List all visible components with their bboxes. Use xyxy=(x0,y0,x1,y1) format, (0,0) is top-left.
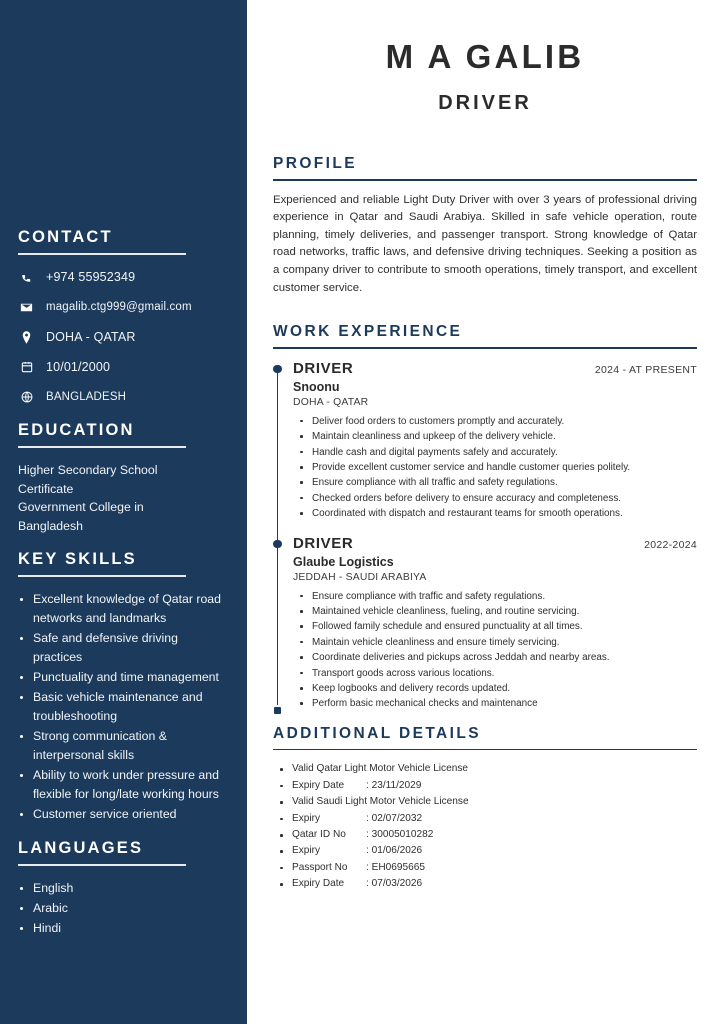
list-item: English xyxy=(18,879,229,898)
list-item: Ability to work under pressure and flexible for long/late working hours xyxy=(18,766,229,804)
list-item: Ensure compliance with all traffic and safety regulations. xyxy=(293,475,697,490)
sidebar xyxy=(0,0,247,1024)
detail-value: : 01/06/2026 xyxy=(366,845,423,857)
job-bullets xyxy=(293,414,697,522)
birthdate-value: 10/01/2000 xyxy=(46,360,111,374)
additional-details-divider xyxy=(273,749,697,751)
list-item: Excellent knowledge of Qatar road networks and landmarks xyxy=(18,590,229,628)
job-bullets xyxy=(293,589,697,712)
list-item xyxy=(273,843,697,859)
languages-heading: LANGUAGES xyxy=(18,839,144,857)
main-content xyxy=(247,0,725,1024)
list-item: Provide excellent customer service and handle customer queries politely. xyxy=(293,460,697,475)
list-item: Safe and defensive driving practices xyxy=(18,629,229,667)
job-header xyxy=(293,535,697,552)
phone-icon xyxy=(18,270,35,285)
contact-section xyxy=(18,228,229,406)
work-experience-heading: WORK EXPERIENCE xyxy=(273,323,463,341)
list-item: Basic vehicle maintenance and troubleshooting xyxy=(18,688,229,726)
location-pin-icon xyxy=(18,330,35,345)
job-location: DOHA - QATAR xyxy=(293,396,369,408)
nationality-value: BANGLADESH xyxy=(46,391,127,403)
work-experience-section xyxy=(273,323,697,712)
detail-label: Passport No xyxy=(292,861,348,873)
profile-heading: PROFILE xyxy=(273,155,357,172)
education-divider xyxy=(18,446,186,448)
detail-label: Valid Saudi Light Motor Vehicle License xyxy=(292,796,469,808)
detail-label: Expiry Date xyxy=(292,878,345,890)
key-skills-heading: KEY SKILLS xyxy=(18,550,137,568)
calendar-icon xyxy=(18,360,35,374)
job-role-subtitle: DRIVER xyxy=(438,92,532,114)
contact-item-phone xyxy=(18,268,229,286)
list-item: Strong communication & interpersonal skills xyxy=(18,727,229,765)
education-line-2: Certificate xyxy=(18,481,74,496)
list-item: Keep logbooks and delivery records updated. xyxy=(293,681,697,696)
key-skills-section xyxy=(18,550,229,824)
timeline-line xyxy=(277,369,279,705)
list-item: Followed family schedule and ensured punctuality at all times. xyxy=(293,619,697,634)
list-item xyxy=(273,761,697,777)
list-item xyxy=(273,778,697,794)
envelope-icon xyxy=(18,300,35,315)
list-item xyxy=(273,876,697,892)
contact-item-nationality xyxy=(18,388,229,406)
contact-item-location xyxy=(18,328,229,346)
timeline-dot-icon xyxy=(273,540,282,549)
list-item: Customer service oriented xyxy=(18,805,229,824)
list-item: Coordinated with dispatch and restaurant teams for smooth operations. xyxy=(293,506,697,521)
list-item: Coordinate deliveries and pickups across Jeddah and nearby areas. xyxy=(293,650,697,665)
detail-label: Expiry Date xyxy=(292,779,345,791)
list-item xyxy=(273,794,697,810)
list-item: Perform basic mechanical checks and maintenance xyxy=(293,696,697,711)
key-skills-divider xyxy=(18,575,186,577)
timeline-end-marker-icon xyxy=(274,707,281,714)
list-item: Maintained vehicle cleanliness, fueling, and routine servicing. xyxy=(293,604,697,619)
list-item xyxy=(273,811,697,827)
detail-value: : 23/11/2029 xyxy=(366,779,422,791)
work-timeline xyxy=(273,360,697,712)
job-entry-2 xyxy=(293,535,697,712)
list-item: Punctuality and time management xyxy=(18,668,229,687)
list-item: Ensure compliance with traffic and safety regulations. xyxy=(293,589,697,604)
list-item xyxy=(273,827,697,843)
list-item: Hindi xyxy=(18,919,229,938)
job-title: DRIVER xyxy=(293,359,354,377)
email-value: magalib.ctg999@gmail.com xyxy=(46,301,192,313)
key-skills-list xyxy=(18,590,229,824)
page-title: M A GALIB xyxy=(385,38,585,75)
contact-list xyxy=(18,268,229,406)
contact-divider xyxy=(18,253,186,255)
contact-item-email xyxy=(18,298,229,316)
location-value: DOHA - QATAR xyxy=(46,330,136,344)
contact-heading: CONTACT xyxy=(18,228,113,246)
additional-details-section xyxy=(273,725,697,893)
additional-details-list xyxy=(273,761,697,892)
profile-divider xyxy=(273,179,697,181)
work-experience-divider xyxy=(273,347,697,349)
languages-divider xyxy=(18,864,186,866)
globe-icon xyxy=(18,390,35,404)
job-location: JEDDAH - SAUDI ARABIYA xyxy=(293,571,427,583)
detail-value: : 02/07/2032 xyxy=(366,812,423,824)
list-item: Maintain vehicle cleanliness and ensure timely servicing. xyxy=(293,635,697,650)
profile-text: Experienced and reliable Light Duty Driver with over 3 years of professional driving experience in Qatar and Saudi Arabiya. Skilled in safe vehicle operation, route planning, timely deliveries, and passenger transport. Strong knowledge of Qatar road networks, traffic laws, and defensive driving techniques. Seeking a position as a company driver to contribute to smooth operations, timely transport, and excellent customer service. xyxy=(273,193,697,294)
list-item: Arabic xyxy=(18,899,229,918)
phone-value: +974 55952349 xyxy=(46,270,136,284)
timeline-dot-icon xyxy=(273,365,282,374)
languages-list xyxy=(18,879,229,938)
education-line-1: Higher Secondary School xyxy=(18,463,158,477)
detail-value: : 07/03/2026 xyxy=(366,878,423,890)
profile-section xyxy=(273,155,697,297)
detail-label: Valid Qatar Light Motor Vehicle License xyxy=(292,763,468,775)
detail-value: : 30005010282 xyxy=(366,829,434,841)
languages-section xyxy=(18,839,229,938)
list-item: Deliver food orders to customers promptly and accurately. xyxy=(293,414,697,429)
job-date: 2022-2024 xyxy=(644,538,697,551)
education-heading: EDUCATION xyxy=(18,421,135,439)
detail-value: : EH0695665 xyxy=(366,861,425,873)
job-company: Snoonu xyxy=(293,379,340,394)
additional-details-heading: ADDITIONAL DETAILS xyxy=(273,724,481,742)
job-entry-1 xyxy=(293,360,697,522)
detail-label: Qatar ID No xyxy=(292,829,346,841)
job-title: DRIVER xyxy=(293,534,354,552)
list-item: Handle cash and digital payments safely and accurately. xyxy=(293,445,697,460)
job-date: 2024 - AT PRESENT xyxy=(594,363,697,376)
detail-label: Expiry xyxy=(292,812,321,824)
job-company: Glaube Logistics xyxy=(293,554,394,569)
education-line-4: Bangladesh xyxy=(18,518,83,533)
education-section xyxy=(18,421,229,535)
list-item: Maintain cleanliness and upkeep of the delivery vehicle. xyxy=(293,429,697,444)
list-item xyxy=(273,860,697,876)
contact-item-birthdate xyxy=(18,358,229,376)
education-line-3: Government College in xyxy=(18,500,144,514)
list-item: Transport goods across various locations. xyxy=(293,666,697,681)
detail-label: Expiry xyxy=(292,845,321,857)
job-header xyxy=(293,360,697,377)
list-item: Checked orders before delivery to ensure accuracy and completeness. xyxy=(293,491,697,506)
